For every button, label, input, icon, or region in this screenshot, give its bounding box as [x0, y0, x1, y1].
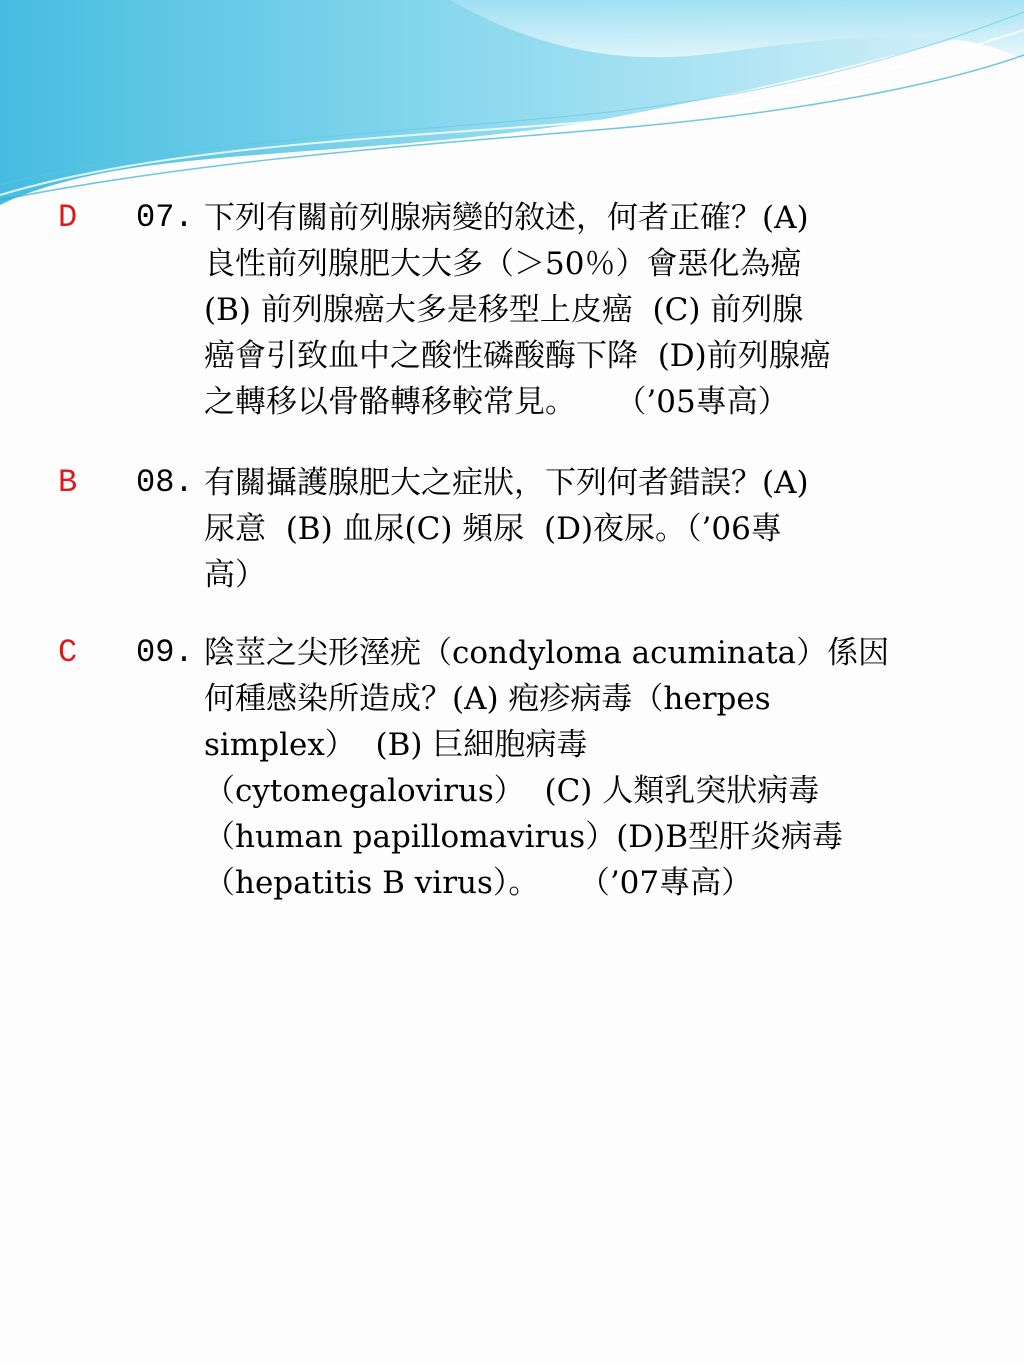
question-line: 尿意 (B) 血尿(C) 頻尿 (D)夜尿。（’06專 [204, 511, 782, 547]
decorative-wave-header [0, 0, 1024, 210]
question-number: 08. [136, 464, 194, 501]
question-line: (B) 前列腺癌大多是移型上皮癌 (C) 前列腺 [204, 292, 804, 328]
question-number: 09. [136, 634, 194, 671]
answer-key: D [58, 199, 78, 236]
question-line: （cytomegalovirus） (C) 人類乳突狀病毒 [204, 773, 820, 809]
question-line: 良性前列腺肥大大多（＞50％）會惡化為癌 [204, 246, 802, 282]
question-line: 下列有關前列腺病變的敘述，何者正確？(A) [204, 200, 809, 236]
answer-key: C [58, 634, 78, 671]
question-text [204, 195, 980, 425]
question-line: （human papillomavirus）(D)B型肝炎病毒 [204, 819, 844, 855]
question-text [204, 460, 980, 598]
question-line: 高） [204, 557, 266, 593]
question-text [204, 630, 980, 906]
question-line: 癌會引致血中之酸性磷酸酶下降 (D)前列腺癌 [204, 338, 831, 374]
question-line: 陰莖之尖形溼疣（condyloma acuminata）係因 [204, 635, 890, 671]
question-number: 07. [136, 199, 194, 236]
answer-key: B [58, 464, 78, 501]
question-line: simplex） (B) 巨細胞病毒 [204, 727, 588, 763]
question-line: 何種感染所造成？(A) 疱疹病毒（herpes [204, 681, 771, 717]
question-line: （hepatitis B virus）。 （’07專高） [204, 865, 753, 901]
question-line: 有關攝護腺肥大之症狀，下列何者錯誤？(A) [204, 465, 809, 501]
question-line: 之轉移以骨骼轉移較常見。 （’05專高） [204, 384, 789, 420]
